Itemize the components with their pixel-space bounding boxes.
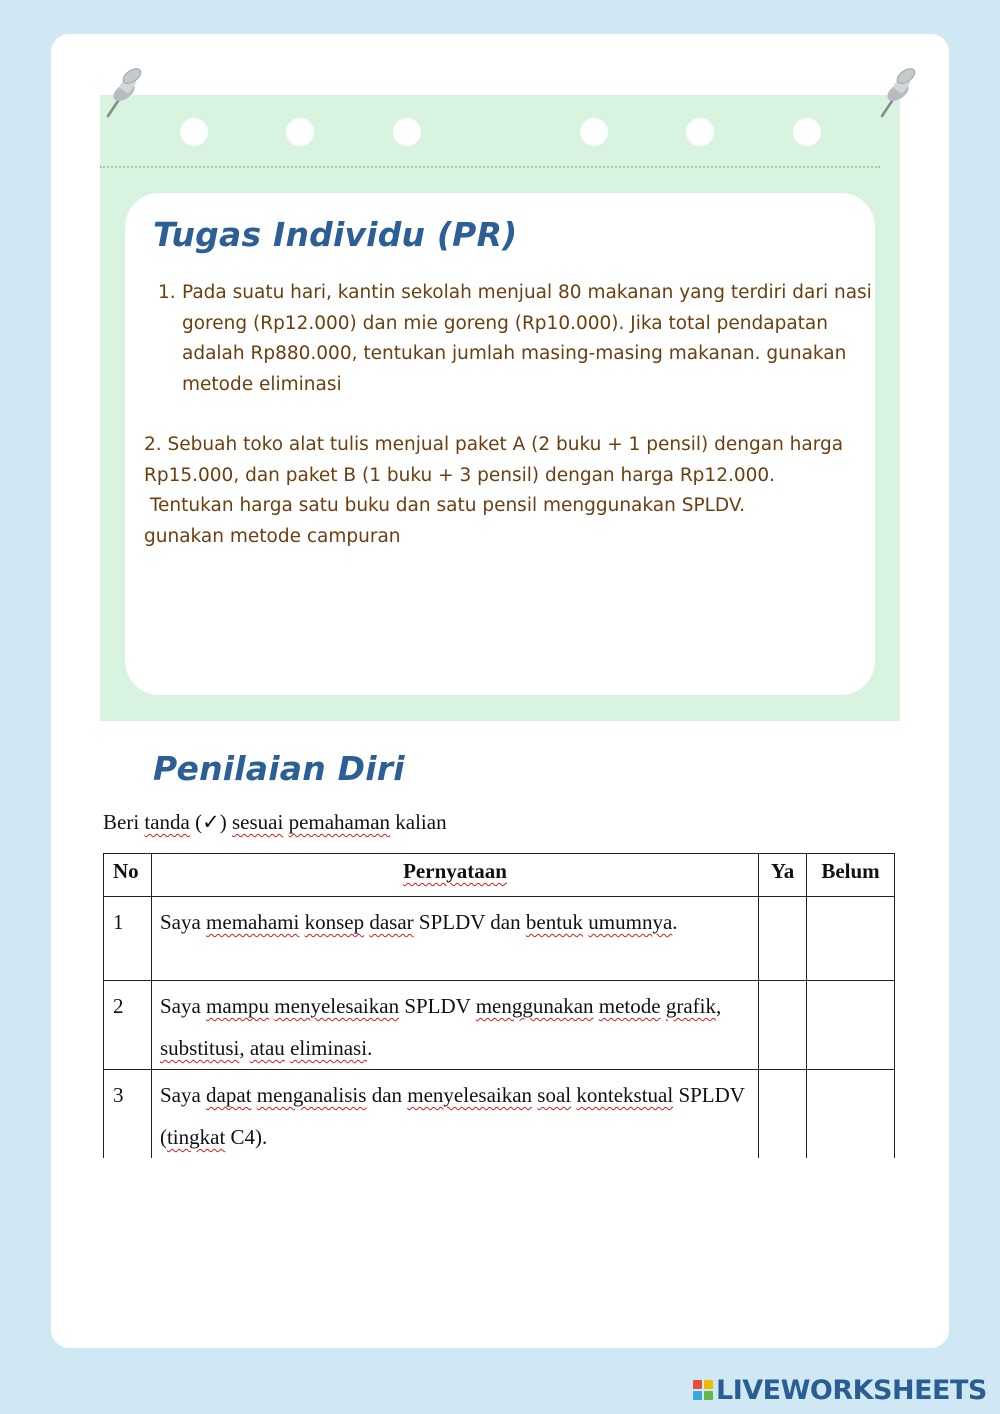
instruction-word: kalian	[395, 810, 447, 834]
task-2	[144, 430, 864, 552]
logo-text: LIVEWORKSHEETS	[716, 1374, 987, 1406]
header-ya: Ya	[759, 854, 807, 897]
statement-text: ,	[239, 1036, 250, 1060]
table-header-row	[104, 854, 895, 897]
table-body	[104, 897, 895, 1159]
statement-text: menggunakan	[475, 994, 594, 1018]
statement-text: mampu	[206, 994, 270, 1018]
binder-hole	[686, 118, 714, 146]
statement-text: umumnya	[588, 910, 673, 934]
ya-checkbox-cell[interactable]	[759, 1070, 807, 1159]
statement-text: tingkat	[166, 1125, 226, 1149]
statement-text: bentuk	[525, 910, 584, 934]
statement-text: SPLDV dan	[413, 910, 526, 934]
statement-text: soal	[537, 1083, 572, 1107]
ya-checkbox-cell[interactable]	[759, 981, 807, 1070]
header-pernyataan-label: Pernyataan	[403, 859, 507, 883]
liveworksheets-logo	[693, 1376, 987, 1404]
statement-text: konsep	[304, 910, 365, 934]
statement-text: Saya	[159, 1083, 207, 1107]
table-row	[104, 1070, 895, 1159]
binder-hole	[793, 118, 821, 146]
statement-text: C4).	[225, 1125, 268, 1149]
checkmark-symbol: (✓)	[195, 810, 227, 834]
statement-text: dapat	[206, 1083, 252, 1107]
task-1-text: Pada suatu hari, kantin sekolah menjual 80 makanan yang terdiri dari nasi goreng (Rp12.000) dan mie goreng (Rp10.000). Jika total pendapatan adalah Rp880.000, tentukan jumlah masing-masing makanan. gunakan metode eliminasi	[182, 282, 872, 395]
belum-checkbox-cell[interactable]	[807, 1070, 895, 1159]
row-number: 2	[104, 981, 152, 1070]
table-row	[104, 897, 895, 981]
statement-text: Saya	[159, 994, 207, 1018]
task-2-line1: 2. Sebuah toko alat tulis menjual paket A (2 buku + 1 pensil) dengan harga Rp15.000, dan paket B (1 buku + 3 pensil) dengan harga Rp12.000.	[144, 434, 844, 486]
task-2-line3: gunakan metode campuran	[144, 525, 401, 547]
statement-text: eliminasi	[290, 1036, 368, 1060]
instruction-word: sesuai	[231, 810, 284, 834]
statement-text: .	[672, 910, 678, 934]
header-belum: Belum	[807, 854, 895, 897]
row-number: 1	[104, 897, 152, 981]
binder-hole	[393, 118, 421, 146]
row-statement	[151, 897, 758, 981]
statement-text: grafik	[665, 994, 716, 1018]
pushpin-icon	[872, 66, 918, 122]
statement-text: SPLDV	[399, 994, 476, 1018]
statement-text: dan	[366, 1083, 408, 1107]
statement-text: Saya	[159, 910, 207, 934]
statement-text: ,	[715, 994, 722, 1018]
task-2-line2: Tentukan harga satu buku dan satu pensil menggunakan SPLDV.	[144, 495, 745, 516]
perforation-line	[100, 166, 880, 168]
belum-checkbox-cell[interactable]	[807, 897, 895, 981]
table-row	[104, 981, 895, 1070]
self-assessment-table	[103, 853, 895, 1158]
statement-text: dasar	[369, 910, 414, 934]
instruction-word: Beri	[103, 810, 140, 834]
penilaian-title: Penilaian Diri	[153, 749, 405, 788]
ya-checkbox-cell[interactable]	[759, 897, 807, 981]
row-statement	[151, 1070, 758, 1159]
header-pernyataan	[151, 854, 758, 897]
task-1-number: 1.	[158, 282, 176, 303]
belum-checkbox-cell[interactable]	[807, 981, 895, 1070]
task-1	[158, 278, 878, 400]
row-number: 3	[104, 1070, 152, 1159]
statement-text: memahami	[206, 910, 300, 934]
statement-text: menyelesaikan	[274, 994, 400, 1018]
tugas-title: Tugas Individu (PR)	[153, 215, 518, 254]
statement-text: SPLDV (	[159, 1083, 745, 1149]
statement-text: substitusi	[159, 1036, 240, 1060]
statement-text: atau	[249, 1036, 285, 1060]
header-no: No	[104, 854, 152, 897]
binder-hole	[580, 118, 608, 146]
statement-text: metode	[598, 994, 661, 1018]
statement-text: menganalisis	[256, 1083, 367, 1107]
instruction-word: pemahaman	[288, 810, 391, 834]
statement-text: kontekstual	[576, 1083, 674, 1107]
instruction-word: tanda	[144, 810, 190, 834]
row-statement	[151, 981, 758, 1070]
logo-mark-icon	[693, 1380, 713, 1400]
binder-hole	[180, 118, 208, 146]
statement-text: .	[367, 1036, 373, 1060]
statement-text: menyelesaikan	[407, 1083, 533, 1107]
instruction-text	[103, 810, 447, 835]
binder-hole	[286, 118, 314, 146]
pushpin-icon	[98, 66, 144, 122]
